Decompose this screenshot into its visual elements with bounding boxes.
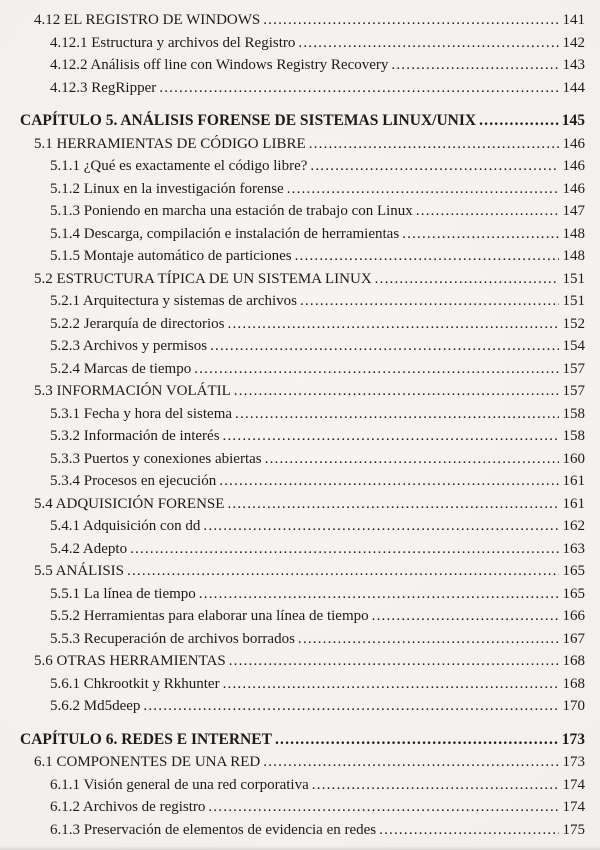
toc-entry-page: 144 <box>562 79 585 96</box>
toc-entry-title: 5.3.4 Procesos en ejecución <box>50 473 217 489</box>
toc-entry <box>50 448 585 471</box>
toc-entry-page: 163 <box>562 540 585 557</box>
toc-entry <box>34 751 585 774</box>
toc-entry <box>50 515 585 538</box>
dot-leader <box>127 560 559 583</box>
toc-entry-title: 5.1.4 Descarga, compilación e instalación de herramientas <box>50 225 400 242</box>
toc-entry <box>50 673 585 696</box>
toc-entry-title: 5.1.2 Linux en la investigación forense <box>50 180 284 197</box>
toc-entry-page: 146 <box>562 180 585 197</box>
toc-entry-title: 5.1.1 ¿Qué es exactamente el código libre? <box>50 158 308 174</box>
toc-entry-page: 148 <box>562 225 585 242</box>
toc-entry-page: 166 <box>562 608 585 624</box>
toc-entry-page: 145 <box>561 112 585 129</box>
toc-entry-title: CAPÍTULO 6. REDES E INTERNET <box>20 730 272 748</box>
toc-entry <box>50 335 585 358</box>
toc-entry-title: 5.2.4 Marcas de tiempo <box>50 360 192 377</box>
dot-leader <box>416 200 559 223</box>
toc-entry-title: 5.2.1 Arquitectura y sistemas de archivos <box>50 293 298 309</box>
toc-entry <box>34 650 585 673</box>
dot-leader <box>223 425 559 448</box>
toc-entry <box>34 380 585 403</box>
toc-entry <box>20 110 585 133</box>
dot-leader <box>391 54 559 77</box>
toc-entry-title: 5.4.2 Adepto <box>50 540 128 557</box>
dot-leader <box>309 133 559 156</box>
toc-entry-page: 146 <box>562 158 585 174</box>
dot-leader <box>229 650 559 673</box>
dot-leader <box>372 605 559 628</box>
toc-entry-page: 148 <box>562 248 585 264</box>
toc-entry-page: 152 <box>562 315 585 332</box>
dot-leader <box>210 335 559 358</box>
toc-entry-page: 162 <box>562 518 585 534</box>
toc-entry-title: 5.2.2 Jerarquía de directorios <box>50 315 225 332</box>
table-of-contents <box>20 9 585 841</box>
toc-entry <box>34 133 585 156</box>
toc-entry-title: 5.1 HERRAMIENTAS DE CÓDIGO LIBRE <box>34 135 306 152</box>
dot-leader <box>312 774 559 797</box>
toc-entry <box>50 819 585 842</box>
toc-entry-page: 165 <box>562 585 585 602</box>
toc-entry-page: 174 <box>562 776 585 793</box>
toc-entry <box>50 695 585 718</box>
toc-entry <box>50 796 585 819</box>
toc-entry-page: 170 <box>562 698 585 714</box>
toc-entry-page: 175 <box>562 821 585 838</box>
toc-entry <box>50 32 585 55</box>
dot-leader <box>130 538 559 561</box>
dot-leader <box>194 358 559 381</box>
toc-entry-title: 6.1.1 Visión general de una red corporativa <box>50 776 309 793</box>
dot-leader <box>263 9 559 32</box>
toc-entry <box>50 178 585 201</box>
toc-entry <box>50 583 585 606</box>
toc-entry-title: CAPÍTULO 5. ANÁLISIS FORENSE DE SISTEMAS LINUX/UNIX <box>20 112 477 129</box>
toc-entry-title: 5.3.2 Información de interés <box>50 428 220 444</box>
dot-leader <box>223 673 559 696</box>
dot-leader <box>235 403 559 426</box>
toc-entry-title: 5.4 ADQUISICIÓN FORENSE <box>34 495 225 512</box>
toc-entry-page: 157 <box>562 360 585 377</box>
toc-entry <box>50 774 585 797</box>
toc-entry <box>50 200 585 223</box>
toc-entry <box>50 155 585 178</box>
toc-entry-page: 141 <box>562 12 585 28</box>
dot-leader <box>227 493 559 516</box>
toc-entry-page: 157 <box>562 383 585 399</box>
toc-entry-title: 5.3 INFORMACIÓN VOLÁTIL <box>34 383 231 399</box>
toc-entry-title: 5.5.2 Herramientas para elaborar una línea de tiempo <box>50 608 369 624</box>
toc-entry-title: 6.1.3 Preservación de elementos de evidencia en redes <box>50 821 377 838</box>
toc-entry-page: 173 <box>562 754 585 770</box>
dot-leader <box>300 290 559 313</box>
toc-entry <box>50 358 585 381</box>
dot-leader <box>287 178 559 201</box>
toc-entry <box>50 538 585 561</box>
dot-leader <box>402 223 559 246</box>
dot-leader <box>228 313 559 336</box>
toc-entry-page: 168 <box>562 653 585 669</box>
dot-leader <box>298 32 559 55</box>
toc-entry-page: 147 <box>562 203 585 219</box>
toc-entry-page: 151 <box>562 293 585 309</box>
toc-entry-title: 5.4.1 Adquisición con dd <box>50 518 201 534</box>
toc-entry-page: 142 <box>562 34 585 51</box>
toc-entry <box>50 470 585 493</box>
toc-entry-title: 6.1.2 Archivos de registro <box>50 799 206 815</box>
toc-entry-title: 6.1 COMPONENTES DE UNA RED <box>34 754 261 770</box>
dot-leader <box>203 515 559 538</box>
toc-entry-page: 161 <box>562 495 585 512</box>
toc-entry-title: 4.12 EL REGISTRO DE WINDOWS <box>34 12 261 28</box>
dot-leader <box>310 155 559 178</box>
toc-entry-page: 151 <box>562 270 585 287</box>
toc-entry <box>34 493 585 516</box>
toc-entry <box>50 223 585 246</box>
toc-entry <box>50 290 585 313</box>
toc-entry-page: 174 <box>562 799 585 815</box>
toc-entry-page: 146 <box>562 135 585 152</box>
dot-leader <box>265 448 559 471</box>
toc-entry-page: 165 <box>562 563 585 579</box>
dot-leader <box>263 751 559 774</box>
toc-entry-page: 173 <box>561 730 585 748</box>
toc-entry-page: 168 <box>562 675 585 692</box>
toc-entry-title: 5.6 OTRAS HERRAMIENTAS <box>34 653 226 669</box>
dot-leader <box>479 110 559 133</box>
toc-entry-title: 4.12.1 Estructura y archivos del Registro <box>50 34 296 51</box>
toc-entry <box>50 628 585 651</box>
toc-entry-title: 5.5.3 Recuperación de archivos borrados <box>50 630 295 647</box>
toc-entry-title: 5.1.5 Montaje automático de particiones <box>50 248 292 264</box>
dot-leader <box>219 470 559 493</box>
toc-entry <box>34 9 585 32</box>
dot-leader <box>159 77 559 100</box>
dot-leader <box>208 796 559 819</box>
toc-entry-title: 5.6.2 Md5deep <box>50 698 141 714</box>
toc-entry-title: 5.6.1 Chkrootkit y Rkhunter <box>50 675 220 692</box>
toc-entry <box>20 729 585 752</box>
toc-entry <box>50 54 585 77</box>
toc-entry-page: 143 <box>562 57 585 73</box>
toc-entry <box>50 425 585 448</box>
dot-leader <box>375 268 559 291</box>
toc-entry-page: 167 <box>562 630 585 647</box>
toc-entry <box>50 77 585 100</box>
toc-entry-title: 5.2 ESTRUCTURA TÍPICA DE UN SISTEMA LINUX <box>34 270 372 287</box>
dot-leader <box>143 695 559 718</box>
toc-entry-title: 5.3.1 Fecha y hora del sistema <box>50 405 233 422</box>
toc-entry-page: 161 <box>562 473 585 489</box>
toc-entry-title: 5.3.3 Puertos y conexiones abiertas <box>50 450 262 467</box>
toc-entry-title: 5.2.3 Archivos y permisos <box>50 338 208 354</box>
toc-entry <box>50 403 585 426</box>
toc-entry-page: 158 <box>562 405 585 422</box>
dot-leader <box>234 380 559 403</box>
toc-entry-title: 5.5.1 La línea de tiempo <box>50 585 196 602</box>
toc-entry-page: 154 <box>562 338 585 354</box>
toc-entry-title: 5.5 ANÁLISIS <box>34 563 125 579</box>
toc-entry <box>50 313 585 336</box>
toc-entry <box>50 245 585 268</box>
toc-entry-title: 4.12.3 RegRipper <box>50 79 157 96</box>
dot-leader <box>295 245 559 268</box>
toc-entry <box>34 268 585 291</box>
toc-entry-page: 160 <box>562 450 585 467</box>
dot-leader <box>379 819 559 842</box>
dot-leader <box>275 729 559 752</box>
toc-entry-title: 5.1.3 Poniendo en marcha una estación de trabajo con Linux <box>50 203 413 219</box>
toc-entry-page: 158 <box>562 428 585 444</box>
toc-entry <box>50 605 585 628</box>
toc-entry-title: 4.12.2 Análisis off line con Windows Registry Recovery <box>50 57 389 73</box>
dot-leader <box>199 583 559 606</box>
dot-leader <box>298 628 559 651</box>
toc-entry <box>34 560 585 583</box>
